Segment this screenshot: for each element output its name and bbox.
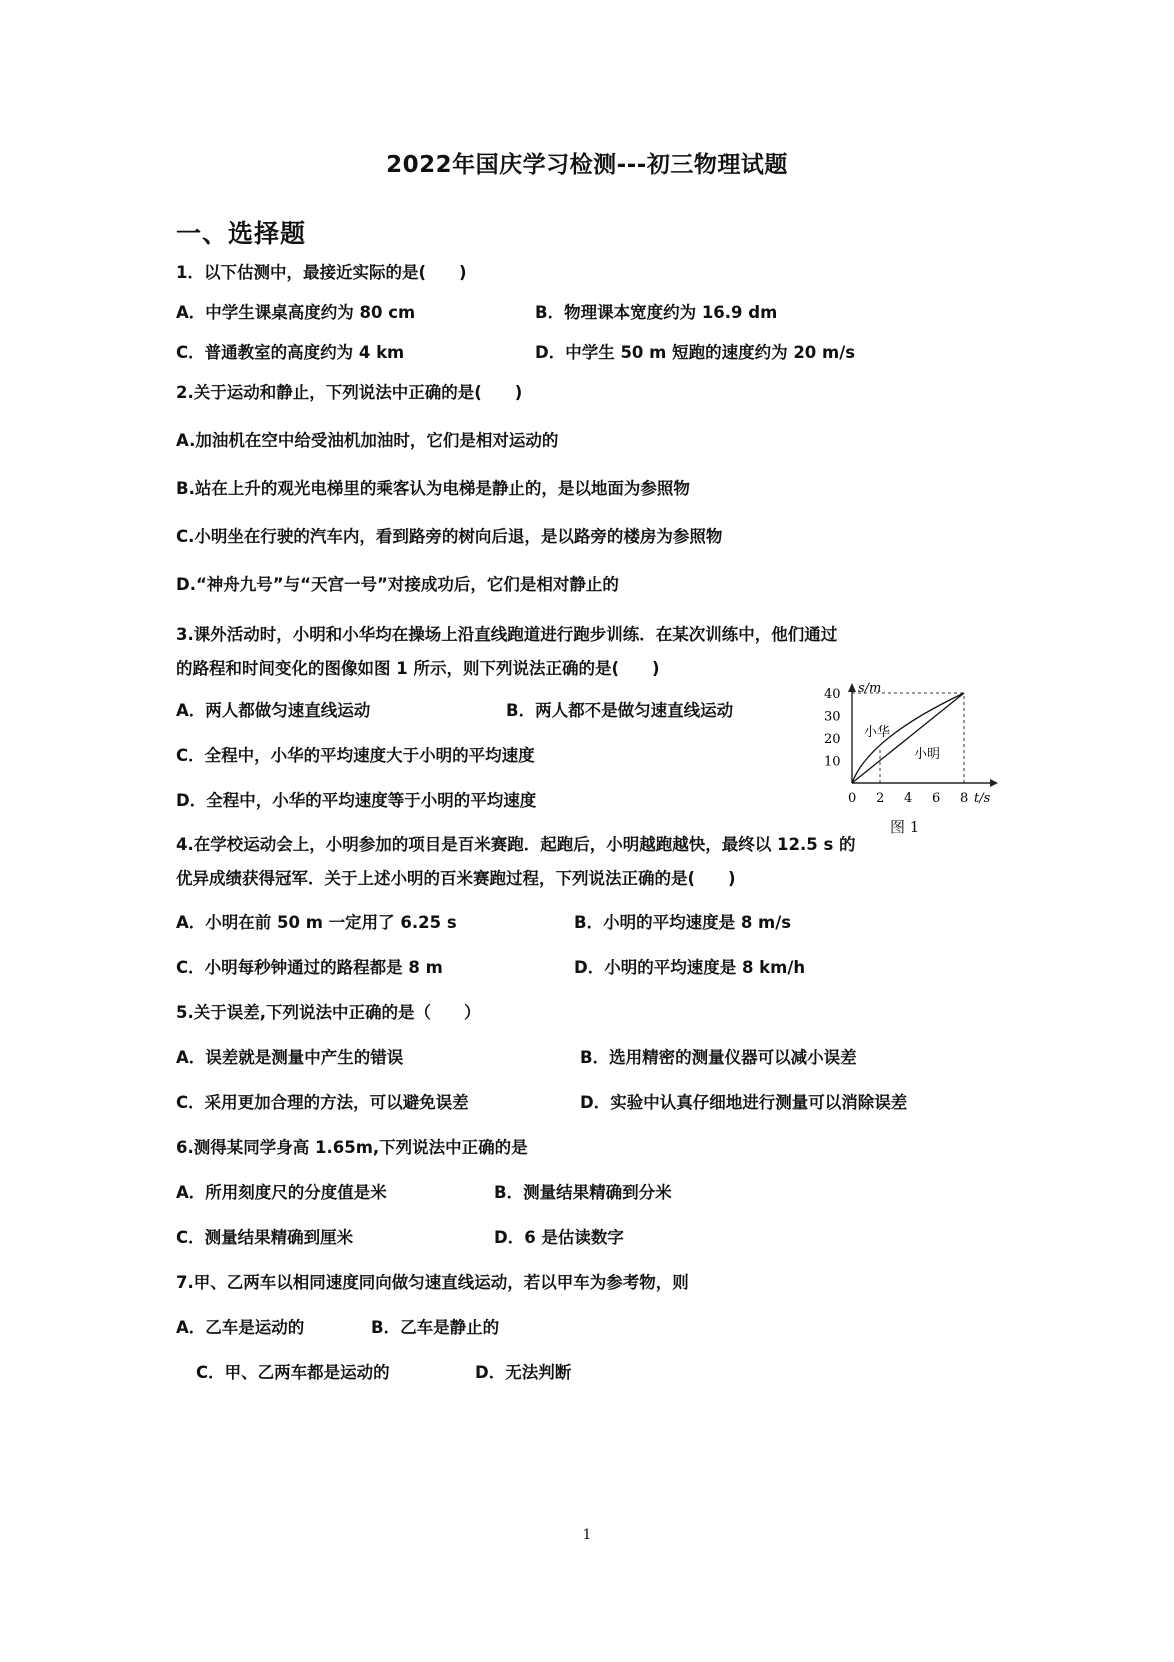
y-tick-label: 20 xyxy=(824,732,841,747)
st-graph xyxy=(822,680,1002,830)
series-label-xiaohua: 小华 xyxy=(864,725,891,740)
q1-option-d: D．中学生 50 m 短跑的速度约为 20 m/s xyxy=(535,343,856,362)
q5-option-d: D．实验中认真仔细地进行测量可以消除误差 xyxy=(580,1093,908,1112)
q2-option-c: C.小明坐在行驶的汽车内，看到路旁的树向后退，是以路旁的楼房为参照物 xyxy=(176,527,723,546)
q2-stem: 2.关于运动和静止，下列说法中正确的是( ) xyxy=(176,383,523,402)
x-tick-label: 0 xyxy=(848,791,857,806)
q6-option-c: C．测量结果精确到厘米 xyxy=(176,1228,354,1247)
q4-stem-line2: 优异成绩获得冠军．关于上述小明的百米赛跑过程，下列说法正确的是( ) xyxy=(176,869,736,888)
q6-option-a: A．所用刻度尺的分度值是米 xyxy=(176,1183,387,1202)
figure-caption: 图 1 xyxy=(890,818,920,836)
q7-stem: 7.甲、乙两车以相同速度同向做匀速直线运动，若以甲车为参考物，则 xyxy=(176,1273,689,1292)
q4-option-b: B．小明的平均速度是 8 m/s xyxy=(574,913,792,932)
q4-stem-line1: 4.在学校运动会上，小明参加的项目是百米赛跑．起跑后，小明越跑越快，最终以 12.5 s 的 xyxy=(176,835,856,854)
q3-option-b: B．两人都不是做匀速直线运动 xyxy=(506,701,734,720)
q1-option-c: C．普通教室的高度约为 4 km xyxy=(176,343,405,362)
q2-option-b: B.站在上升的观光电梯里的乘客认为电梯是静止的，是以地面为参照物 xyxy=(176,479,690,498)
series-label-xiaoming: 小明 xyxy=(914,747,941,762)
x-tick-label: 4 xyxy=(904,791,913,806)
q2-option-a: A.加油机在空中给受油机加油时，它们是相对运动的 xyxy=(176,431,559,450)
q3-stem-line2: 的路程和时间变化的图像如图 1 所示，则下列说法正确的是( ) xyxy=(176,659,660,678)
y-axis-arrow xyxy=(848,683,856,692)
q3-stem-line1: 3.课外活动时，小明和小华均在操场上沿直线跑道进行跑步训练．在某次训练中，他们通过 xyxy=(176,625,838,644)
x-tick-label: 2 xyxy=(876,791,885,806)
q5-option-a: A．误差就是测量中产生的错误 xyxy=(176,1048,404,1067)
x-tick-label: 8 xyxy=(960,791,969,806)
q3-option-a: A．两人都做匀速直线运动 xyxy=(176,701,371,720)
q7-option-d: D．无法判断 xyxy=(475,1363,572,1382)
figure-1 xyxy=(822,680,1002,834)
page-title: 2022年国庆学习检测---初三物理试题 xyxy=(386,152,788,178)
q4-option-d: D．小明的平均速度是 8 km/h xyxy=(574,958,806,977)
y-tick-label: 30 xyxy=(824,709,841,725)
y-tick-label: 40 xyxy=(824,687,841,702)
y-tick-label: 10 xyxy=(824,754,841,770)
y-axis-label: s/m xyxy=(858,681,882,696)
q1-option-b: B．物理课本宽度约为 16.9 dm xyxy=(535,303,778,322)
x-axis-arrow xyxy=(990,779,998,787)
q1-option-a: A．中学生课桌高度约为 80 cm xyxy=(176,303,416,322)
page-number: 1 xyxy=(582,1527,592,1543)
q5-stem: 5.关于误差,下列说法中正确的是（ ） xyxy=(176,1003,481,1022)
q7-option-c: C．甲、乙两车都是运动的 xyxy=(196,1363,390,1382)
q6-option-d: D．6 是估读数字 xyxy=(494,1228,624,1247)
q6-stem: 6.测得某同学身高 1.65m,下列说法中正确的是 xyxy=(176,1138,528,1157)
q4-option-c: C．小明每秒钟通过的路程都是 8 m xyxy=(176,958,443,977)
q6-option-b: B．测量结果精确到分米 xyxy=(494,1183,672,1202)
q5-option-b: B．选用精密的测量仪器可以减小误差 xyxy=(580,1048,857,1067)
x-axis-label: t/s xyxy=(974,791,991,806)
q2-option-d: D.“神舟九号”与“天宫一号”对接成功后，它们是相对静止的 xyxy=(176,575,619,594)
q5-option-c: C．采用更加合理的方法，可以避免误差 xyxy=(176,1093,469,1112)
section-heading: 一、选择题 xyxy=(176,219,307,248)
q7-option-a: A．乙车是运动的 xyxy=(176,1318,305,1337)
q7-option-b: B．乙车是静止的 xyxy=(371,1318,500,1337)
q3-option-c: C．全程中，小华的平均速度大于小明的平均速度 xyxy=(176,746,535,765)
q3-option-d: D．全程中，小华的平均速度等于小明的平均速度 xyxy=(176,791,537,810)
q1-stem: 1．以下估测中，最接近实际的是( ) xyxy=(176,263,467,282)
q4-option-a: A．小明在前 50 m 一定用了 6.25 s xyxy=(176,913,457,932)
x-tick-label: 6 xyxy=(932,791,941,806)
